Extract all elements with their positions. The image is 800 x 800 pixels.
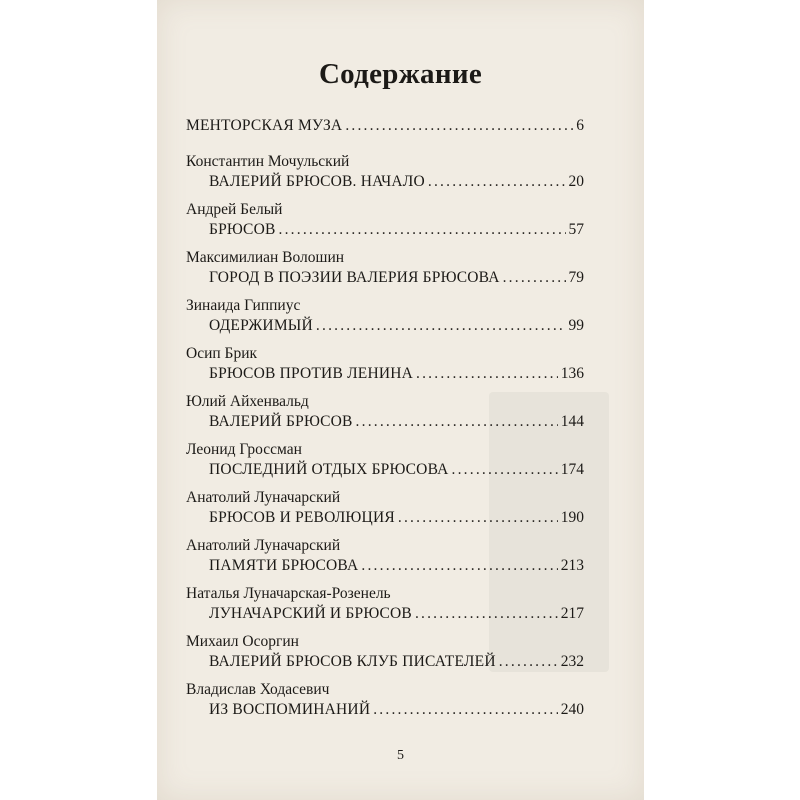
toc-line — [209, 653, 584, 675]
dot-leader — [452, 461, 558, 479]
toc-author: Анатолий Луначарский — [186, 489, 341, 506]
toc-author: Максимилиан Волошин — [186, 249, 345, 266]
toc-entry — [186, 489, 584, 537]
toc-entry — [186, 153, 584, 201]
toc-page: 217 — [560, 605, 584, 622]
dot-leader — [416, 365, 558, 383]
toc-page: 6 — [576, 117, 584, 134]
dot-leader — [356, 413, 558, 431]
toc-title: ОДЕРЖИМЫЙ — [209, 317, 313, 334]
dot-leader — [279, 221, 566, 239]
toc-entry — [186, 297, 584, 345]
toc-author: Андрей Белый — [186, 201, 283, 218]
toc-line — [209, 413, 584, 435]
book-page — [157, 0, 644, 800]
toc-author: Наталья Луначарская-Розенель — [186, 585, 391, 602]
toc-page: 240 — [560, 701, 584, 718]
toc-page: 99 — [568, 317, 584, 334]
toc-page: 20 — [568, 173, 584, 190]
toc-title: ВАЛЕРИЙ БРЮСОВ — [209, 413, 353, 430]
dot-leader — [361, 557, 557, 575]
toc-title: БРЮСОВ ПРОТИВ ЛЕНИНА — [209, 365, 414, 382]
toc-entry — [186, 585, 584, 633]
toc-title: ВАЛЕРИЙ БРЮСОВ. НАЧАЛО — [209, 173, 425, 190]
toc-title: ПАМЯТИ БРЮСОВА — [209, 557, 359, 574]
toc-author: Юлий Айхенвальд — [186, 393, 309, 410]
toc-line — [209, 365, 584, 387]
toc-title: БРЮСОВ — [209, 221, 276, 238]
toc-author: Анатолий Луначарский — [186, 537, 341, 554]
toc-entry — [186, 345, 584, 393]
toc-line — [209, 269, 584, 291]
toc-line — [209, 557, 584, 579]
toc-page: 136 — [560, 365, 584, 382]
toc-title: МЕНТОРСКАЯ МУЗА — [186, 117, 343, 134]
toc-line — [209, 605, 584, 627]
toc-author: Михаил Осоргин — [186, 633, 299, 650]
toc-line — [209, 701, 584, 723]
toc-author: Осип Брик — [186, 345, 258, 362]
toc-line — [186, 117, 584, 139]
toc-entry — [186, 681, 584, 729]
toc-page: 174 — [560, 461, 584, 478]
toc-page: 190 — [560, 509, 584, 526]
dot-leader — [345, 117, 573, 135]
dot-leader — [373, 701, 558, 719]
toc-entry — [186, 633, 584, 681]
table-of-contents — [186, 117, 584, 729]
toc-page: 232 — [560, 653, 584, 670]
toc-author: Зинаида Гиппиус — [186, 297, 301, 314]
dot-leader — [415, 605, 558, 623]
toc-page: 79 — [568, 269, 584, 286]
toc-title: ЛУНАЧАРСКИЙ И БРЮСОВ — [209, 605, 412, 622]
dot-leader — [499, 653, 558, 671]
toc-author: Константин Мочульский — [186, 153, 350, 170]
toc-title: БРЮСОВ И РЕВОЛЮЦИЯ — [209, 509, 395, 526]
toc-entry — [186, 249, 584, 297]
toc-entry — [186, 393, 584, 441]
toc-author: Владислав Ходасевич — [186, 681, 330, 698]
toc-page: 57 — [568, 221, 584, 238]
toc-title: ГОРОД В ПОЭЗИИ ВАЛЕРИЯ БРЮСОВА — [209, 269, 500, 286]
toc-line — [209, 221, 584, 243]
toc-entry — [186, 537, 584, 585]
dot-leader — [503, 269, 566, 287]
page-number: 5 — [397, 748, 404, 763]
toc-title: ИЗ ВОСПОМИНАНИЙ — [209, 701, 371, 718]
dot-leader — [398, 509, 558, 527]
page-title: Содержание — [318, 58, 483, 90]
toc-entry — [186, 117, 584, 147]
toc-author: Леонид Гроссман — [186, 441, 302, 458]
toc-line — [209, 317, 584, 339]
toc-entry — [186, 201, 584, 249]
toc-title: ВАЛЕРИЙ БРЮСОВ КЛУБ ПИСАТЕЛЕЙ — [209, 653, 496, 670]
toc-page: 144 — [560, 413, 584, 430]
dot-leader — [316, 317, 566, 335]
dot-leader — [428, 173, 566, 191]
toc-entry — [186, 441, 584, 489]
toc-line — [209, 173, 584, 195]
toc-title: ПОСЛЕДНИЙ ОТДЫХ БРЮСОВА — [209, 461, 449, 478]
toc-line — [209, 461, 584, 483]
toc-page: 213 — [560, 557, 584, 574]
toc-line — [209, 509, 584, 531]
